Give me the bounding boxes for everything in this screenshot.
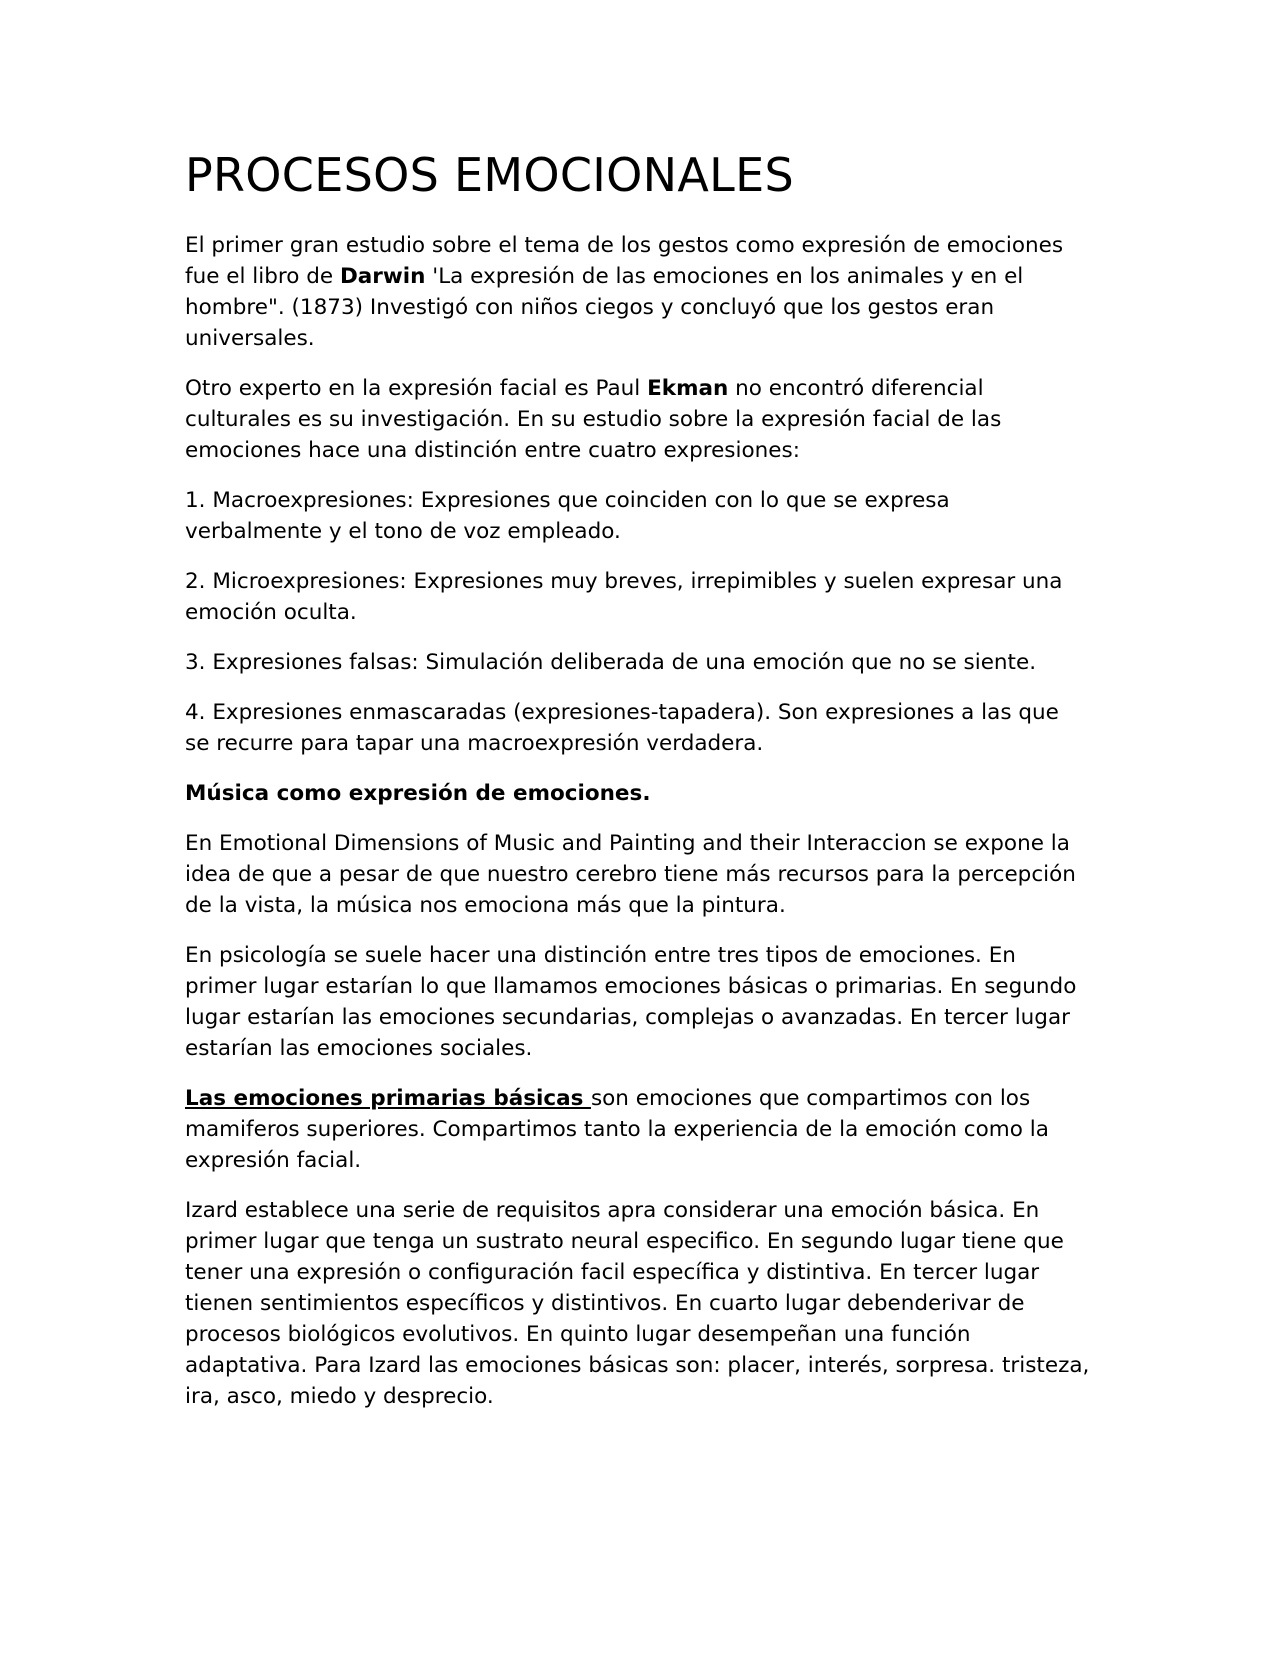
paragraph-darwin-bold: Darwin (339, 264, 426, 289)
primary-emotions-text: son emociones que compartimos con los mamiferos superiores. Compartimos tanto la experiencia de la emoción como la expresión facial. (185, 1086, 1049, 1173)
paragraph-ekman-text-a: Otro experto en la expresión facial es Paul (185, 376, 648, 401)
document-title: PROCESOS EMOCIONALES (185, 148, 794, 202)
paragraph-ekman (185, 373, 1090, 466)
paragraph-ekman-text-c: no encontró diferencial culturales es su investigación. En su estudio sobre la expresión facial de las emociones hace una distinción entre cuatro expresiones: (185, 376, 1002, 463)
list-item: 4. Expresiones enmascaradas (expresiones-tapadera). Son expresiones a las que se recurre para tapar una macroexpresión verdadera. (185, 700, 1059, 756)
heading-music (185, 778, 1090, 809)
paragraph-darwin-text-c: 'La expresión de las emociones en los animales y en el hombre". (1873) Investigó con niños ciegos y concluyó que los gestos eran universales. (185, 264, 1024, 351)
paragraph-izard: Izard establece una serie de requisitos apra considerar una emoción básica. En primer lugar que tenga un sustrato neural especifico. En segundo lugar tiene que tener una expresión o configuración facil específica y distintiva. En tercer lugar tienen sentimientos específicos y distintivos. En cuarto lugar debenderivar de procesos biológicos evolutivos. En quinto lugar desempeñan una función adaptativa. Para Izard las emociones básicas son: placer, interés, sorpresa. tristeza, ira, asco, miedo y desprecio. (185, 1198, 1090, 1409)
heading-music-text: Música como expresión de emociones. (185, 781, 651, 806)
paragraph-primary-emotions (185, 1083, 1090, 1176)
paragraph-darwin (185, 230, 1090, 354)
document-page (185, 148, 1090, 1431)
list-item: 3. Expresiones falsas: Simulación deliberada de una emoción que no se siente. (185, 650, 1037, 675)
primary-emotions-underlined: Las emociones primarias básicas (185, 1086, 591, 1111)
paragraph-emotion-types: En psicología se suele hacer una distinción entre tres tipos de emociones. En primer lugar estarían lo que llamamos emociones básicas o primarias. En segundo lugar estarían las emociones secundarias, complejas o avanzadas. En tercer lugar estarían las emociones sociales. (185, 943, 1077, 1061)
list-item: 1. Macroexpresiones: Expresiones que coinciden con lo que se expresa verbalmente y el tono de voz empleado. (185, 488, 950, 544)
paragraph-darwin-text-a: El primer gran estudio sobre el tema de los gestos como expresión de emociones fue el libro de (185, 233, 1064, 289)
paragraph-music: En Emotional Dimensions of Music and Painting and their Interaccion se expone la idea de que a pesar de que nuestro cerebro tiene más recursos para la percepción de la vista, la música nos emociona más que la pintura. (185, 831, 1076, 918)
paragraph-ekman-bold: Ekman (647, 376, 729, 401)
list-item: 2. Microexpresiones: Expresiones muy breves, irrepimibles y suelen expresar una emoción oculta. (185, 569, 1063, 625)
